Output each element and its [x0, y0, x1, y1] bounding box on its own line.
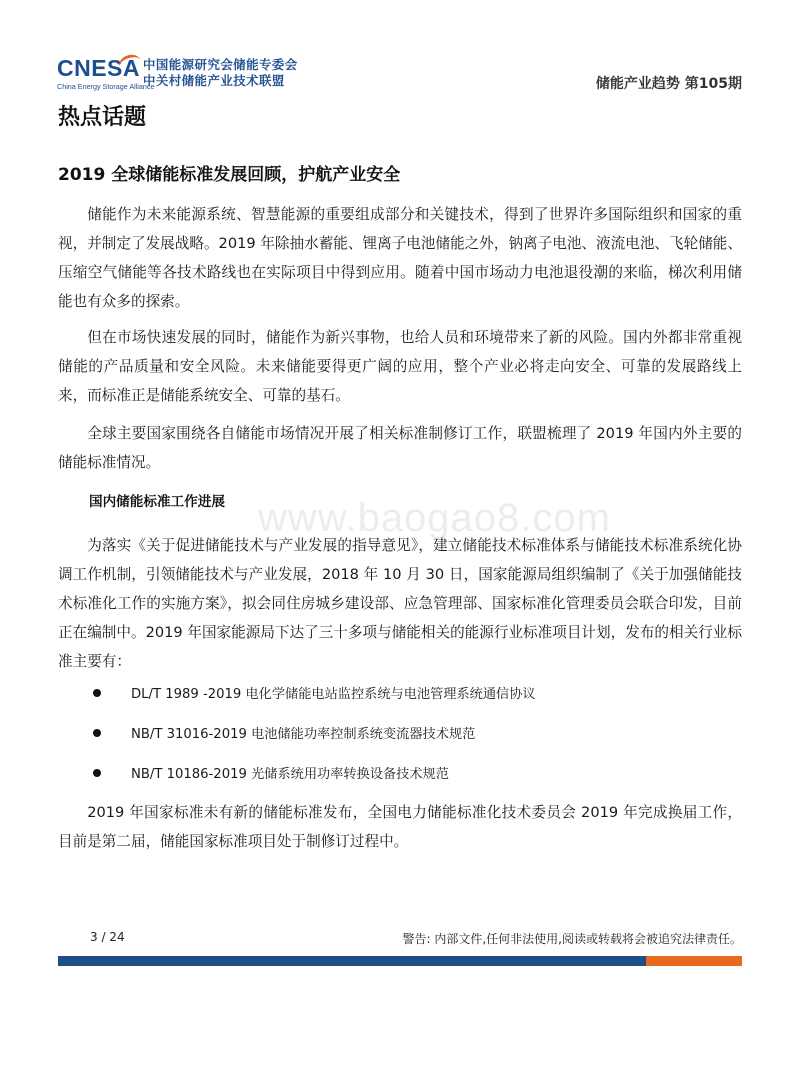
logo-mark [57, 55, 155, 91]
section-title: 热点话题 [58, 105, 147, 130]
paragraph-4: 为落实《关于促进储能技术与产业发展的指导意见》，建立储能技术标准体系与储能技术标准系统化协调工作机制，引领储能技术与产业发展，2018 年 10 月 30 日，国家能源局组织编制了《关于加强储能技术标准化工作的实施方案》，拟会同住房城乡建设部、应急管理部、国家标准化管理委员会联合印发，目前正在编制中。2019 年国家能源局下达了三十多项与储能相关的能源行业标准项目计划，发布的相关行业标准主要有： [58, 537, 742, 670]
list-item-text: NB/T 31016-2019 电池储能功率控制系统变流器技术规范 [131, 727, 476, 742]
org-line-2: 中关村储能产业技术联盟 [143, 73, 285, 88]
org-line-1: 中国能源研究会储能专委会 [143, 57, 298, 72]
bullet-icon [93, 689, 101, 697]
footer-warning: 警告: 内部文件,任何非法使用,阅读或转载将会被追究法律责任。 [402, 932, 742, 946]
bullet-icon [93, 769, 101, 777]
list-item [93, 683, 536, 702]
list-item [93, 763, 449, 782]
list-item-text: DL/T 1989 -2019 电化学储能电站监控系统与电池管理系统通信协议 [131, 687, 536, 702]
paragraph-3: 全球主要国家围绕各自储能市场情况开展了相关标准制修订工作，联盟梳理了 2019 年国内外主要的储能标准情况。 [58, 425, 742, 471]
list-item [93, 723, 475, 742]
cnesa-logo [57, 57, 298, 91]
bullet-icon [93, 729, 101, 737]
logo-org-names [143, 57, 298, 89]
list-item-text: NB/T 10186-2019 光储系统用功率转换设备技术规范 [131, 767, 449, 782]
watermark: www.baogao8.com [258, 496, 611, 540]
footer-bar-orange [646, 956, 742, 966]
logo-subtitle: China Energy Storage Alliance [57, 82, 155, 91]
page-number: 3 / 24 [90, 930, 125, 944]
issue-label: 储能产业趋势 第105期 [595, 76, 742, 92]
paragraph-2: 但在市场快速发展的同时，储能作为新兴事物，也给人员和环境带来了新的风险。国内外都非常重视储能的产品质量和安全风险。未来储能要得更广阔的应用，整个产业必将走向安全、可靠的发展路线上来，而标准正是储能系统安全、可靠的基石。 [58, 329, 742, 404]
logo-wordmark: CNESA [57, 55, 141, 81]
paragraph-5: 2019 年国家标准未有新的储能标准发布，全国电力储能标准化技术委员会 2019 年完成换届工作，目前是第二届，储能国家标准项目处于制修订过程中。 [58, 804, 742, 850]
paragraph-1: 储能作为未来能源系统、智慧能源的重要组成部分和关键技术，得到了世界许多国际组织和国家的重视，并制定了发展战略。2019 年除抽水蓄能、锂离子电池储能之外，钠离子电池、液流电池、飞轮储能、压缩空气储能等各技术路线也在实际项目中得到应用。随着中国市场动力电池退役潮的来临，梯次利用储能也有众多的探索。 [58, 206, 742, 310]
footer-bar-blue [58, 956, 646, 966]
article-title: 2019 全球储能标准发展回顾，护航产业安全 [58, 165, 401, 185]
footer-bar [58, 956, 742, 966]
subsection-heading: 国内储能标准工作进展 [89, 494, 225, 510]
